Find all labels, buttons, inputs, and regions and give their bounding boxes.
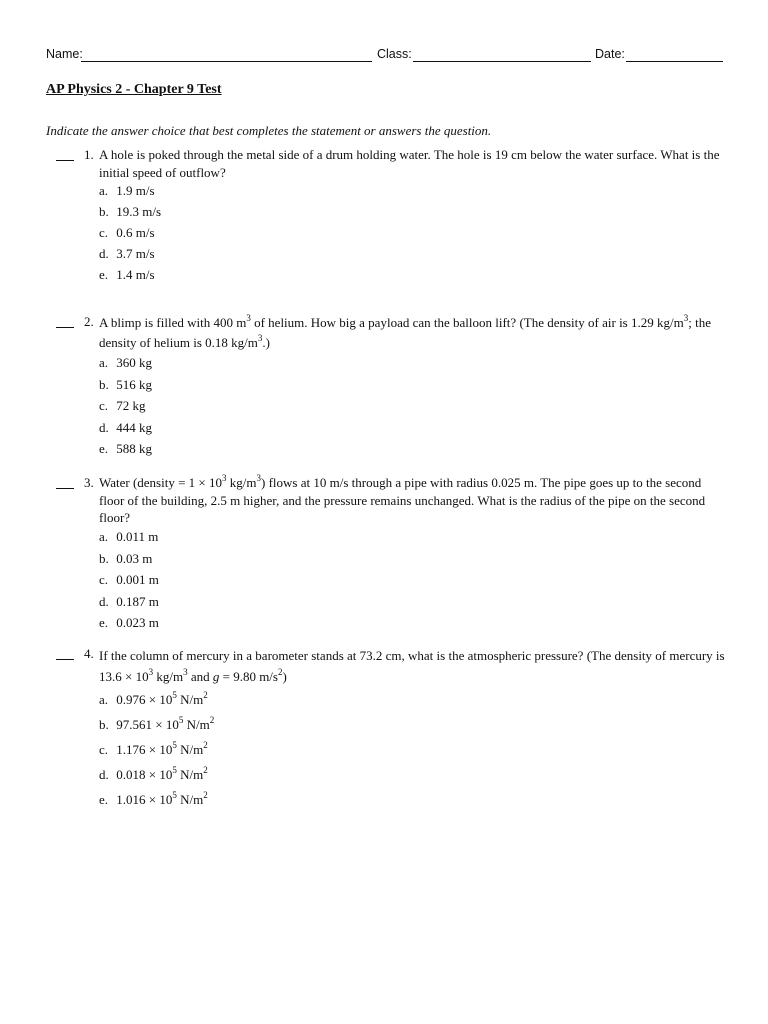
choice-d: d. 444 kg <box>99 419 152 435</box>
choice-d: d. 0.187 m <box>99 593 159 609</box>
choice-c: c. 0.001 m <box>99 572 159 587</box>
choice-b: b. 19.3 m/s <box>99 204 162 219</box>
choice-e: e. 1.4 m/s <box>99 267 155 282</box>
class-field[interactable] <box>413 61 591 62</box>
test-instructions: Indicate the answer choice that best completes the statement or answers the question. <box>46 123 492 138</box>
question-1 <box>46 146 726 291</box>
date-label: Date: <box>595 47 625 61</box>
choice-b: b. 0.03 m <box>99 550 153 566</box>
question-stem: If the column of mercury in a barometer stands at 73.2 cm, what is the atmospheric pressure? (The density of mercury is $13.6 \times 10^3$ $kg/m^3$ and g = 9.80 $m/s^2$) <box>99 648 725 684</box>
test-title: AP Physics 2 - Chapter 9 Test <box>46 82 222 97</box>
name-label: Name: <box>46 47 83 61</box>
choice-a: a. 0.011 m <box>99 529 159 544</box>
answer-choices <box>99 182 599 287</box>
question-2 <box>46 313 726 463</box>
answer-blank[interactable] <box>56 659 74 660</box>
date-field[interactable] <box>626 61 723 62</box>
name-field[interactable] <box>81 61 372 62</box>
choice-d: d. $0.018 \times 10^5$ $N/m^2$ <box>99 764 208 782</box>
question-number: 2. <box>84 314 94 329</box>
question-stem: Water (density = $1 \times 10^3$ $kg/m^3$) flows at 10 m/s through a pipe with radius 0.025 m. The pipe goes up to the second floor of the building, 2.5 m higher, and the pressure remains unchanged. What is the radius of the pipe on the second floor? <box>99 472 706 525</box>
answer-choices <box>99 691 599 816</box>
question-stem: A hole is poked through the metal side of a drum holding water. The hole is 19 cm below the water surface. What is the initial speed of outflow? <box>99 147 720 180</box>
answer-choices <box>99 528 599 636</box>
choice-c: c. 72 kg <box>99 398 146 413</box>
student-info-header <box>46 46 724 64</box>
question-number: 4. <box>84 646 94 661</box>
choice-a: a. 360 kg <box>99 355 152 370</box>
question-4 <box>46 645 726 825</box>
question-number: 1. <box>84 147 94 162</box>
question-3 <box>46 474 726 634</box>
answer-choices <box>99 354 599 462</box>
question-stem: A blimp is filled with 400 $m^3$ of helium. How big a payload can the balloon lift? (The density of air is 1.29 $kg/m^3$; the density of helium is 0.18 $kg/m^3$.) <box>99 312 711 350</box>
choice-d: d. 3.7 m/s <box>99 246 155 261</box>
choice-b: b. $97.561 \times 10^5$ $N/m^2$ <box>99 714 215 732</box>
choice-e: e. 0.023 m <box>99 615 159 630</box>
class-label: Class: <box>377 47 412 61</box>
choice-e: e. $1.016 \times 10^5$ $N/m^2$ <box>99 789 208 807</box>
choice-b: b. 516 kg <box>99 376 152 392</box>
answer-blank[interactable] <box>56 488 74 489</box>
choice-c: c. $1.176 \times 10^5$ $N/m^2$ <box>99 739 208 757</box>
choice-a: a. $0.976 \times 10^5$ $N/m^2$ <box>99 689 208 707</box>
answer-blank[interactable] <box>56 327 74 328</box>
choice-a: a. 1.9 m/s <box>99 183 155 198</box>
choice-e: e. 588 kg <box>99 441 152 456</box>
choice-c: c. 0.6 m/s <box>99 225 155 240</box>
answer-blank[interactable] <box>56 160 74 161</box>
question-number: 3. <box>84 475 94 490</box>
